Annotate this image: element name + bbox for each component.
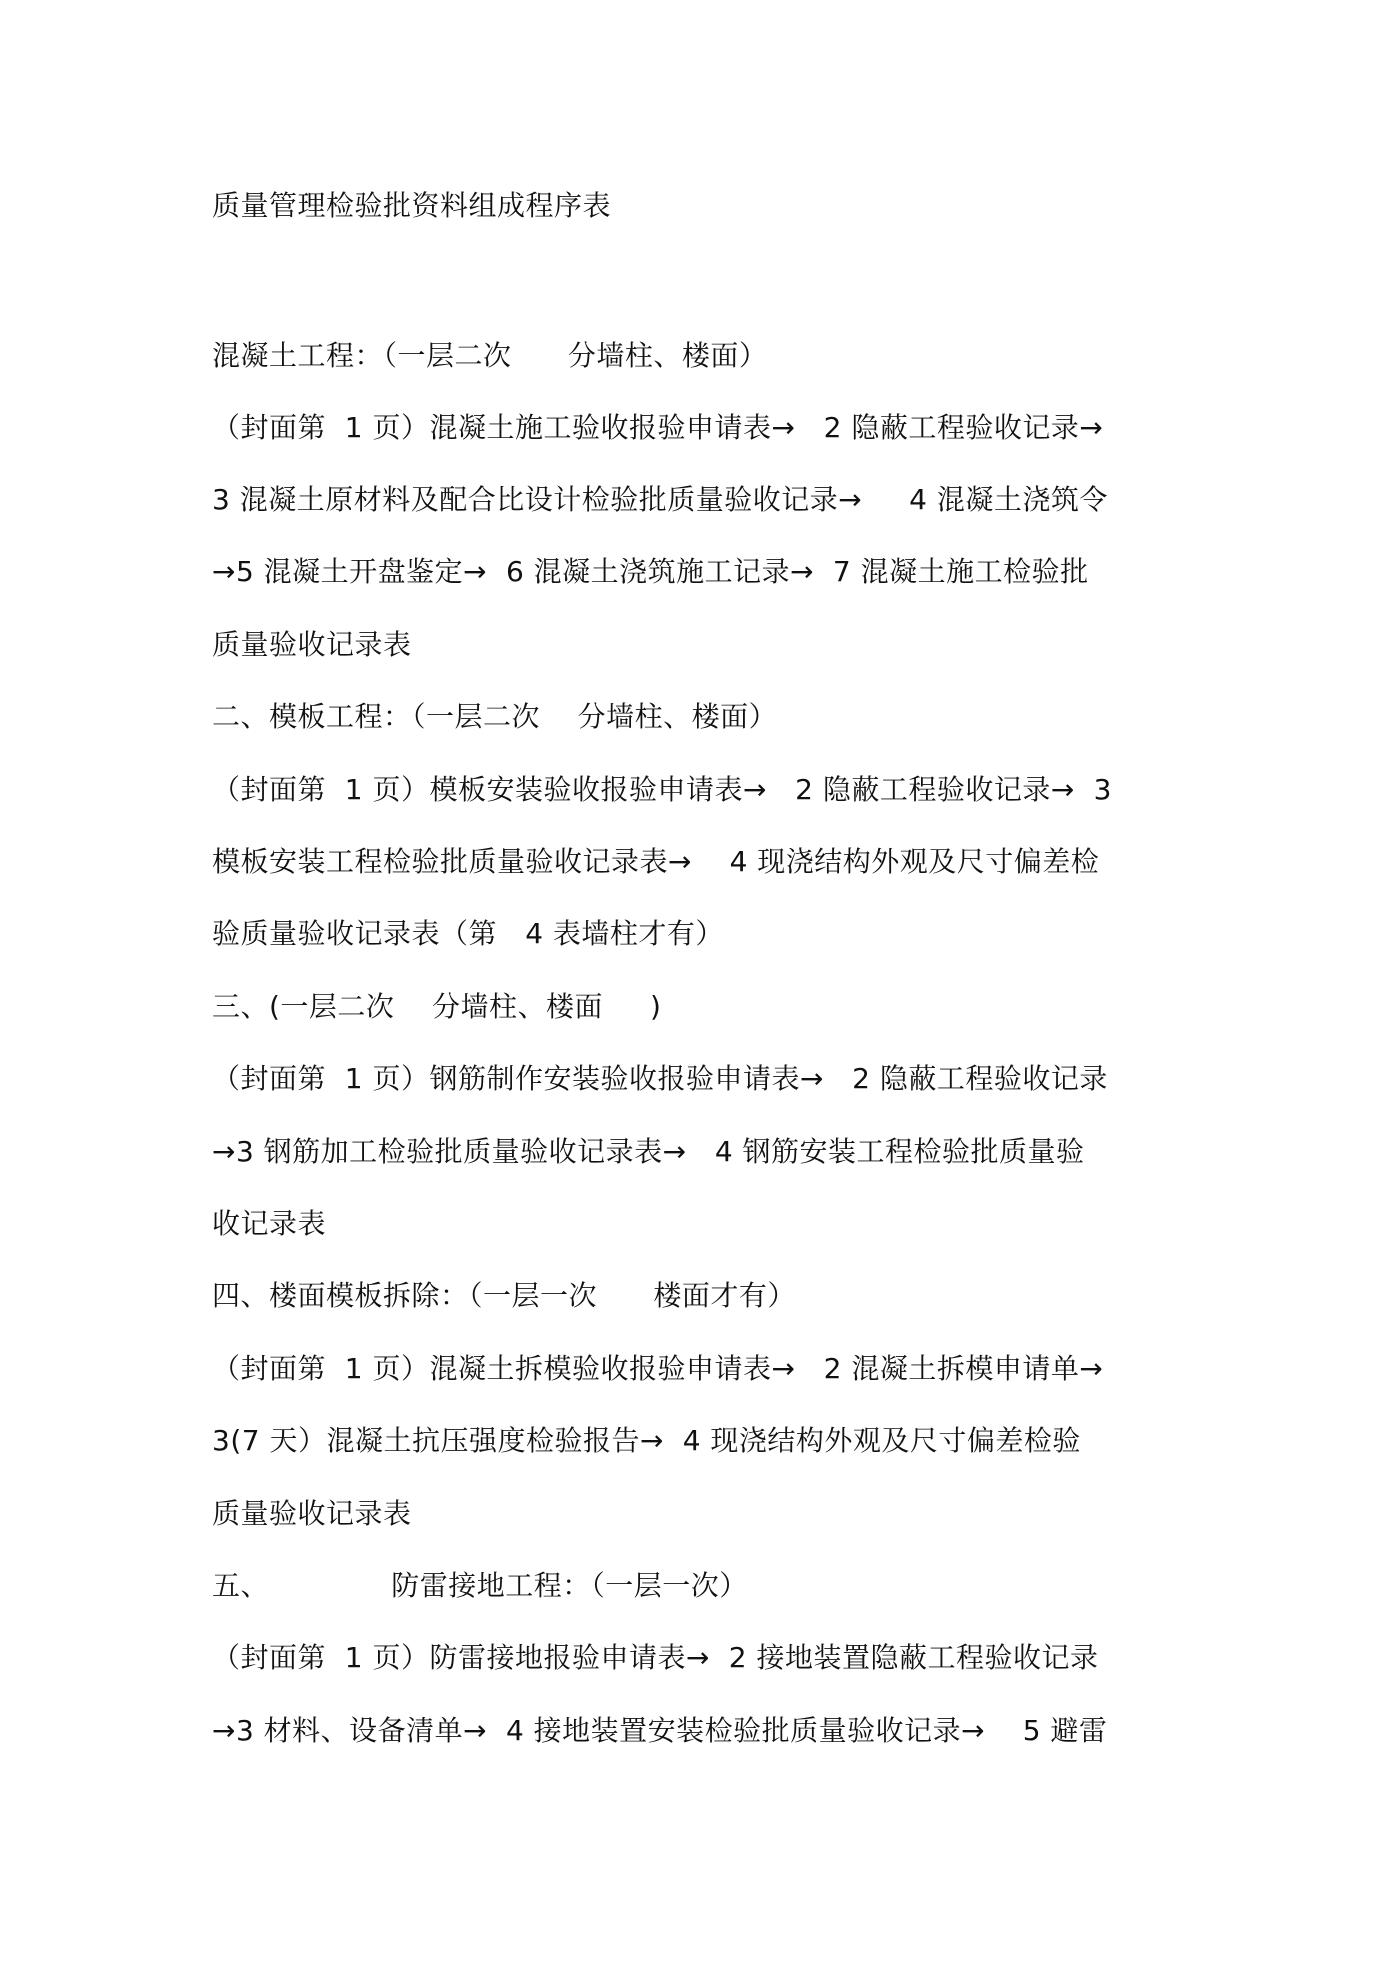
text-line-13: 收记录表	[212, 1207, 327, 1240]
text-line-9: 验质量验收记录表（第 4 表墙柱才有）	[212, 917, 724, 950]
text-line-11: （封面第 1 页）钢筋制作安装验收报验申请表→ 2 隐蔽工程验收记录	[212, 1062, 1108, 1095]
text-line-4: →5 混凝土开盘鉴定→ 6 混凝土浇筑施工记录→ 7 混凝土施工检验批	[212, 555, 1089, 588]
text-line-12: →3 钢筋加工检验批质量验收记录表→ 4 钢筋安装工程检验批质量验	[212, 1135, 1085, 1168]
text-line-20: →3 材料、设备清单→ 4 接地装置安装检验批质量验收记录→ 5 避雷	[212, 1714, 1108, 1747]
section-heading-concrete: 混凝土工程：（一层二次 分墙柱、楼面）	[212, 339, 768, 372]
text-line-8: 模板安装工程检验批质量验收记录表→ 4 现浇结构外观及尺寸偏差检	[212, 845, 1100, 878]
text-line-5: 质量验收记录表	[212, 628, 412, 661]
section-heading-rebar: 三、(一层二次 分墙柱、楼面 )	[212, 990, 662, 1023]
text-line-17: 质量验收记录表	[212, 1497, 412, 1530]
document-title: 质量管理检验批资料组成程序表	[212, 189, 612, 222]
text-line-3: 3 混凝土原材料及配合比设计检验批质量验收记录→ 4 混凝土浇筑令	[212, 483, 1108, 516]
section-heading-grounding: 五、 防雷接地工程：（一层一次）	[212, 1569, 748, 1602]
text-line-7: （封面第 1 页）模板安装验收报验申请表→ 2 隐蔽工程验收记录→ 3	[212, 773, 1112, 806]
section-heading-form-removal: 四、楼面模板拆除：（一层一次 楼面才有）	[212, 1279, 796, 1312]
text-line-15: （封面第 1 页）混凝土拆模验收报验申请表→ 2 混凝土拆模申请单→	[212, 1352, 1104, 1385]
text-line-19: （封面第 1 页）防雷接地报验申请表→ 2 接地装置隐蔽工程验收记录	[212, 1641, 1099, 1674]
text-line-2: （封面第 1 页）混凝土施工验收报验申请表→ 2 隐蔽工程验收记录→	[212, 411, 1104, 444]
text-line-16: 3(7 天）混凝土抗压强度检验报告→ 4 现浇结构外观及尺寸偏差检验	[212, 1424, 1081, 1457]
section-heading-formwork: 二、模板工程：（一层二次 分墙柱、楼面）	[212, 700, 778, 733]
